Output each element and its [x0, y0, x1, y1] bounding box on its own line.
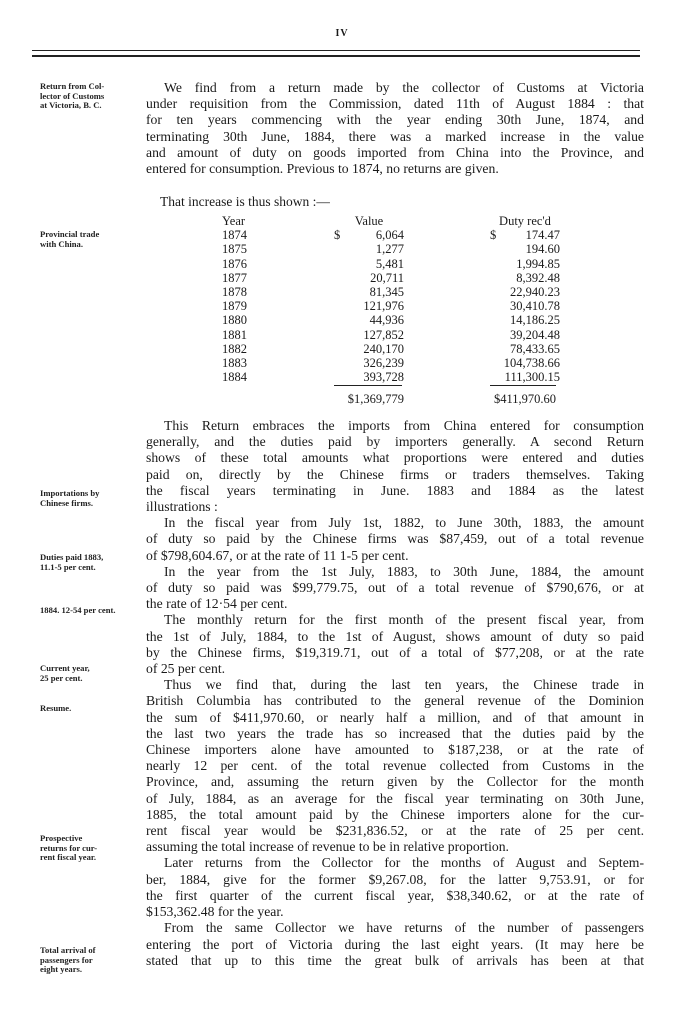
total-rule-duty	[490, 385, 556, 386]
cell-year-text: 1878	[222, 285, 247, 300]
cell-year-text: 1879	[222, 299, 247, 314]
text-line: the first quarter of the current fiscal year, $38,340.62, or at the rate of	[146, 887, 644, 903]
cell-year-text: 1874	[222, 228, 247, 243]
margin-note-line: Duties paid 1883,	[40, 552, 104, 562]
column-gap	[404, 214, 490, 228]
table-row	[222, 271, 560, 285]
table-header-row	[222, 214, 560, 228]
cell-duty-text: 30,410.78	[510, 299, 560, 314]
currency-symbol: $	[490, 228, 497, 243]
cell-duty-text: 174.47	[525, 228, 560, 243]
currency-symbol: $	[334, 228, 341, 243]
header-rule-thin	[32, 50, 640, 51]
column-gap	[404, 356, 490, 370]
cell-year-text: 1877	[222, 270, 247, 285]
table-row	[222, 342, 560, 356]
margin-note-line: at Victoria, B. C.	[40, 100, 102, 110]
cell-year-text: 1882	[222, 341, 247, 356]
cell-value	[334, 356, 404, 370]
text-line: the last two years the trade has so increased that the duties paid by the	[146, 725, 644, 741]
text-line: generally, and the duties paid by importers generally. A second Return	[146, 434, 644, 450]
cell-duty	[490, 242, 560, 256]
table-row	[222, 370, 560, 384]
cell-year	[222, 257, 334, 271]
cell-value-text: 20,711	[370, 270, 404, 285]
margin-note-line: eight years.	[40, 964, 83, 974]
cell-value	[334, 242, 404, 256]
cell-duty	[490, 228, 560, 242]
text-line: This Return embraces the imports from China entered for consumption	[164, 418, 644, 433]
page-number: IV	[335, 28, 349, 39]
cell-duty-text: 111,300.15	[504, 370, 560, 385]
column-gap	[404, 299, 490, 313]
cell-duty-text: 194.60	[525, 242, 560, 257]
cell-duty-text: 8,392.48	[516, 270, 560, 285]
column-gap	[404, 242, 490, 256]
cell-year	[222, 370, 334, 384]
text-line: entering the port of Victoria during the last eight years. (It may here be	[146, 936, 644, 952]
table-caption: That increase is thus shown :—	[160, 194, 330, 209]
text-line: of duty so paid by the Chinese firms was $87,459, out of a total revenue	[146, 531, 644, 547]
cell-value-text: 1,277	[375, 242, 404, 257]
cell-value	[334, 299, 404, 313]
text-line: The monthly return for the first month of the present fiscal year, from	[164, 612, 644, 628]
cell-duty-text: 22,940.23	[510, 285, 560, 300]
text-line: nearly 12 per cent. of the total revenue collected from Customs in the	[146, 758, 644, 774]
cell-duty	[490, 328, 560, 342]
cell-value	[334, 328, 404, 342]
table-row	[222, 228, 560, 242]
column-gap	[404, 328, 490, 342]
cell-duty	[490, 299, 560, 313]
cell-value-text: 240,170	[363, 341, 404, 356]
margin-note-line: Total arrival of	[40, 945, 96, 955]
column-gap	[404, 228, 490, 242]
text-line: ber, 1884, give for the former $9,267.08, for the latter 9,753.91, or for	[146, 871, 644, 887]
table-row	[222, 356, 560, 370]
text-line: Province, and, assuming the return given by the Collector for the month	[146, 774, 644, 790]
column-gap	[404, 342, 490, 356]
text-line: the sum of $411,970.60, or nearly half a million, and of that amount in	[146, 709, 644, 725]
margin-note-line: rent fiscal year.	[40, 852, 97, 862]
text-line: the rate of 12·54 per cent.	[146, 596, 288, 612]
table-row	[222, 328, 560, 342]
text-line: From the same Collector we have returns of the number of passengers	[164, 920, 644, 936]
text-line: of $798,604.67, or at the rate of 11 1-5 per cent.	[146, 547, 409, 563]
header-duty: Duty rec'd	[499, 214, 551, 228]
margin-note-line: 11.1-5 per cent.	[40, 561, 96, 572]
margin-note-line: 1884. 12-54 per cent.	[40, 605, 116, 615]
cell-duty	[490, 356, 560, 370]
text-line: shows of these total amounts what proportions were entered and duties	[146, 450, 644, 466]
cell-year	[222, 285, 334, 299]
column-gap	[404, 285, 490, 299]
cell-year	[222, 313, 334, 327]
cell-duty	[490, 257, 560, 271]
margin-note-rate-1884	[40, 606, 140, 616]
table-row	[222, 313, 560, 327]
text-line: British Columbia has contributed to the general revenue of the Dominion	[146, 693, 644, 709]
column-gap	[404, 313, 490, 327]
total-rule-value	[334, 385, 402, 386]
cell-year	[222, 356, 334, 370]
text-line: of duty so paid was $99,779.75, out of a total revenue of $790,676, or at	[146, 580, 644, 596]
cell-value-text: 6,064	[375, 228, 404, 243]
margin-note-duties-1883	[40, 553, 140, 572]
margin-note-prospective	[40, 834, 140, 863]
cell-value	[334, 370, 404, 384]
text-line: for ten years commencing with the year ending 30th June, 1874, and	[146, 112, 644, 128]
text-line: the 1st of July, 1884, to the 1st of August, shows amount of duty so paid	[146, 628, 644, 644]
margin-note-line: with China.	[40, 238, 83, 249]
text-line: Later returns from the Collector for the months of August and Septem-	[164, 855, 644, 871]
cell-value-text: 121,976	[363, 299, 404, 314]
cell-duty	[490, 285, 560, 299]
text-line: We find from a return made by the collector of Customs at Victoria	[164, 80, 644, 95]
cell-duty-text: 39,204.48	[510, 327, 560, 342]
table-row	[222, 242, 560, 256]
margin-note-line: Resume.	[40, 703, 72, 713]
table-row	[222, 257, 560, 271]
text-line: entered for consumption. Previous to 1874, no returns are given.	[146, 161, 499, 177]
cell-duty-text: 104,738.66	[503, 356, 560, 371]
margin-note-resume	[40, 704, 140, 714]
table-row	[222, 285, 560, 299]
margin-note-return-from-collector	[40, 82, 140, 111]
table-body	[222, 228, 560, 384]
cell-value-text: 44,936	[369, 313, 404, 328]
margin-note-importations	[40, 489, 140, 508]
cell-duty	[490, 313, 560, 327]
cell-value	[334, 285, 404, 299]
cell-year-text: 1884	[222, 370, 247, 385]
margin-note-line: Chinese firms.	[40, 497, 93, 508]
text-line: Chinese importers alone have amounted to $187,238, or at the rate of	[146, 742, 644, 758]
margin-note-line: Importations by	[40, 488, 100, 498]
cell-duty	[490, 271, 560, 285]
text-line: assuming the total increase of revenue to be in relative proportion.	[146, 839, 509, 855]
cell-value-text: 326,239	[363, 356, 404, 371]
cell-duty-text: 1,994.85	[516, 256, 560, 271]
margin-note-line: Prospective	[40, 833, 83, 843]
cell-year-text: 1875	[222, 242, 247, 257]
cell-year-text: 1881	[222, 327, 247, 342]
intro-paragraph	[146, 80, 644, 177]
text-line: of 25 per cent.	[146, 661, 226, 677]
header-year: Year	[222, 214, 246, 228]
cell-year	[222, 242, 334, 256]
text-line: paid on, directly by the Chinese firms or traders themselves. Taking	[146, 466, 644, 482]
cell-value	[334, 271, 404, 285]
header-value: Value	[354, 214, 384, 228]
margin-note-current-year	[40, 664, 140, 683]
header-rule-thick	[32, 55, 640, 57]
cell-value-text: 5,481	[375, 256, 404, 271]
cell-year	[222, 328, 334, 342]
trade-table	[222, 214, 560, 384]
cell-value	[334, 342, 404, 356]
text-line: under requisition from the Commission, dated 11th of August 1884 : that	[146, 96, 644, 112]
text-line: illustrations :	[146, 499, 218, 515]
cell-year	[222, 299, 334, 313]
body-text	[146, 418, 644, 969]
margin-note-line: passengers for	[40, 954, 93, 965]
total-duty: $411,970.60	[493, 392, 556, 406]
margin-note-line: Return from Col-	[40, 81, 105, 91]
column-gap	[404, 257, 490, 271]
text-line: by the Chinese firms, $19,319.71, out of a total of $77,208, or at the rate	[146, 644, 644, 660]
margin-note-total-arrival	[40, 946, 140, 975]
margin-note-line: Provincial trade	[40, 229, 100, 239]
margin-note-line: Current year,	[40, 663, 90, 673]
margin-note-provincial-trade	[40, 230, 140, 249]
cell-duty	[490, 370, 560, 384]
cell-year	[222, 228, 334, 242]
text-line: In the fiscal year from July 1st, 1882, to June 30th, 1883, the amount	[164, 515, 644, 531]
table-row	[222, 299, 560, 313]
column-gap	[404, 370, 490, 384]
text-line: 1885, the total amount paid by the Chinese importers alone for the cur-	[146, 806, 644, 822]
text-line: In the year from the 1st July, 1883, to 30th June, 1884, the amount	[164, 563, 644, 579]
total-value: $1,369,779	[347, 392, 404, 406]
cell-duty-text: 14,186.25	[510, 313, 560, 328]
cell-value	[334, 228, 404, 242]
text-line: the fiscal years terminating in June. 1883 and 1884 as the latest	[146, 482, 644, 498]
cell-year-text: 1883	[222, 356, 247, 371]
text-line: Thus we find that, during the last ten years, the Chinese trade in	[164, 677, 644, 693]
text-line: stated that up to this time the great bulk of arrivals has been at that	[146, 952, 644, 968]
cell-year	[222, 342, 334, 356]
column-gap	[404, 271, 490, 285]
text-line: rent fiscal year would be $231,836.52, or at the rate of 25 per cent.	[146, 823, 644, 839]
cell-year-text: 1880	[222, 313, 247, 328]
margin-note-line: lector of Customs	[40, 90, 105, 101]
cell-duty-text: 78,433.65	[510, 341, 560, 356]
cell-value-text: 81,345	[369, 285, 404, 300]
margin-note-line: returns for cur-	[40, 842, 98, 853]
text-line: of July, 1884, as an average for the fiscal year terminating on 30th June,	[146, 790, 644, 806]
margin-note-line: 25 per cent.	[40, 672, 83, 683]
cell-value-text: 127,852	[363, 327, 404, 342]
cell-year	[222, 271, 334, 285]
text-line: terminating 30th June, 1884, there was a marked increase in the value	[146, 128, 644, 144]
cell-value	[334, 257, 404, 271]
cell-year-text: 1876	[222, 256, 247, 271]
cell-value	[334, 313, 404, 327]
text-line: and amount of duty on goods imported from China into the Province, and	[146, 144, 644, 160]
text-line: $153,362.48 for the year.	[146, 904, 284, 920]
cell-value-text: 393,728	[363, 370, 404, 385]
cell-duty	[490, 342, 560, 356]
